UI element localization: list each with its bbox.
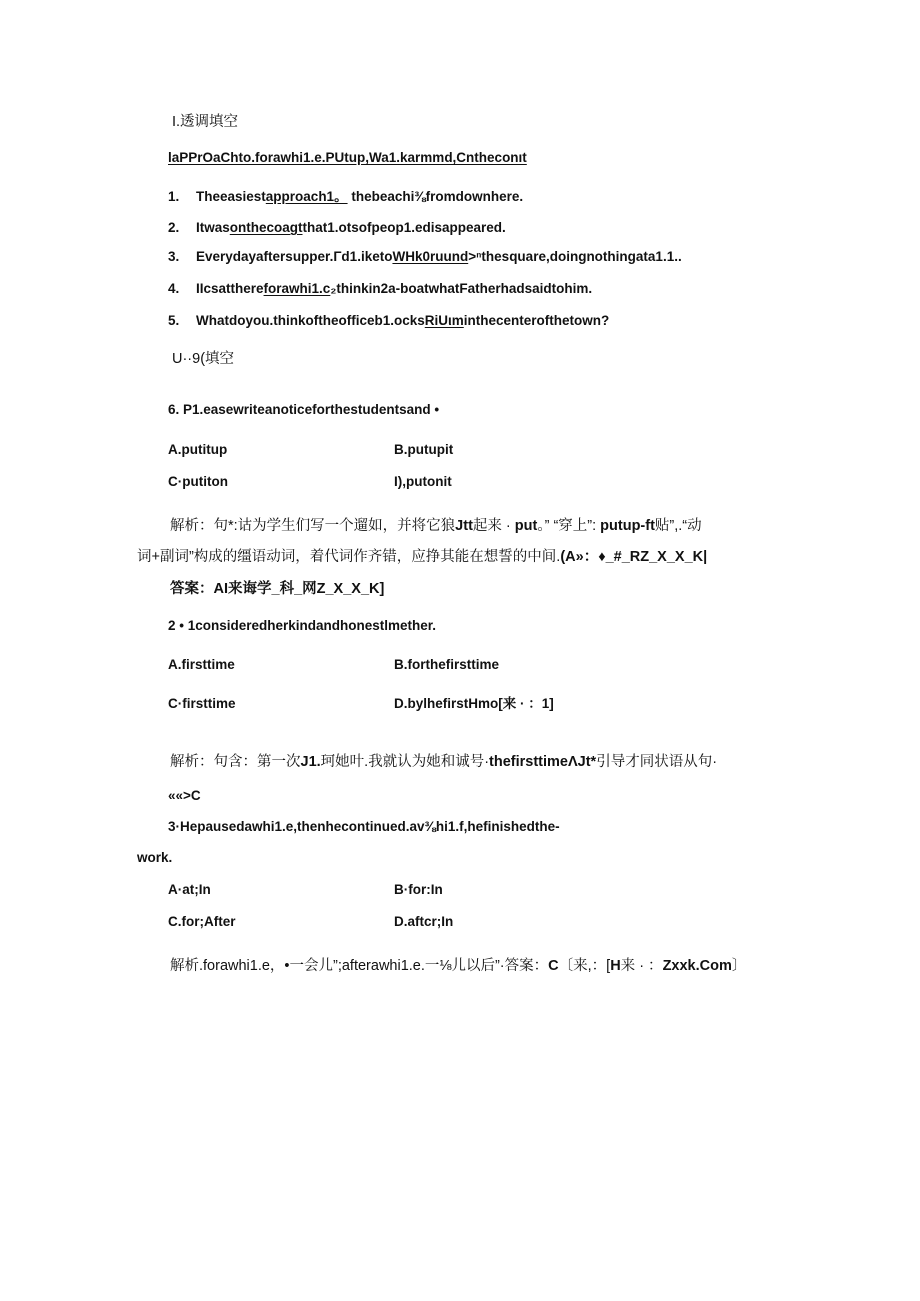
q2-option-a: A.firsttime: [168, 657, 235, 672]
item-text: ₂thinkin2a-boatwhatFatherhadsaidtohim.: [330, 281, 593, 296]
fill-item-5: [168, 312, 609, 330]
item-number: 3.: [168, 249, 180, 264]
item-text: Itwas: [196, 220, 230, 235]
q6-option-c: C·putiton: [168, 474, 228, 489]
q6-analysis-line2: [137, 548, 707, 566]
q2-answer: ««>C: [168, 788, 201, 803]
q6-option-b: B.putupit: [394, 442, 454, 457]
q3-option-b: B·for:In: [394, 882, 443, 897]
text: putup-ft: [600, 518, 655, 534]
text: 词+副词”构成的缰语动词，着代词作齐错，应挣其能在想誓的中间.: [137, 549, 561, 565]
item-text: Whatdoyou.thinkoftheofficeb1.ocks: [196, 313, 425, 328]
q2-option-c: C·firsttime: [168, 696, 236, 711]
item-answer: RiUιm: [424, 313, 464, 328]
q6-answer: 答案：AI来诲学_科_网Z_X_X_K]: [170, 581, 385, 597]
q3-option-a: A·at;In: [168, 882, 211, 897]
text: 〔来,：[: [558, 958, 611, 974]
q2-option-b: B.forthefirsttime: [394, 657, 500, 672]
q3-stem-line2: work.: [137, 850, 173, 865]
q6-option-a: A.putitup: [168, 442, 228, 457]
item-text: IIcsatthere: [196, 281, 264, 296]
item-number: 4.: [168, 281, 180, 296]
text: (A»：♦_#_RZ_X_X_K|: [560, 549, 708, 565]
q6-analysis-line1: [170, 517, 702, 535]
text: 解析：句*:诂为学生们写一个遛如，并将它狼: [170, 518, 456, 534]
item-text: Theeasiest: [196, 189, 266, 204]
text: J1.: [300, 754, 321, 770]
item-text: inthecenterofthetown?: [463, 313, 610, 328]
text: Zxxk.Com: [662, 958, 732, 974]
fill-item-1: [168, 188, 523, 206]
word-bank: laPPrOaChto.forawhi1.e.PUtup,Wa1.karmmd,Cntheconıt: [168, 150, 527, 165]
text: 引导才同状语从句·: [596, 754, 718, 770]
text: thefirsttimeΛJt*: [489, 754, 597, 770]
item-number: 1.: [168, 189, 180, 204]
q3-option-d: D.aftcr;In: [394, 914, 454, 929]
text: 珂她叶.我就认为她和诚号·: [320, 754, 490, 770]
fill-item-3: [168, 248, 682, 266]
item-number: 2.: [168, 220, 180, 235]
q2-stem: 2 • 1consideredherkindandhonestlmether.: [168, 618, 437, 633]
text: 来 · ：: [620, 958, 663, 974]
text: 解析：句含：第一次: [170, 754, 301, 770]
q2-option-d: D.bylhefirstHmo[来 · ：1]: [394, 696, 554, 711]
q6-option-d: I),putonit: [394, 474, 452, 489]
item-text: Everydayaftersupper.Γd1.iketo: [196, 249, 393, 264]
item-answer: WHk0ruund: [392, 249, 469, 264]
item-answer: forawhi1.c: [263, 281, 331, 296]
text: 。” “穿上”:: [537, 518, 601, 534]
item-number: 5.: [168, 313, 180, 328]
text: 〕: [731, 958, 747, 974]
item-text: that1.otsofpeop1.edisappeared.: [302, 220, 506, 235]
text: C: [548, 958, 559, 974]
q6-stem: 6. P1.easewriteanoticeforthestudentsand •: [168, 402, 440, 417]
fill-item-2: [168, 219, 506, 237]
q3-stem-line1: 3·Hepausedawhi1.e,thenhecontinued.av⅜hi1.f,hefinishedthe-: [168, 819, 560, 834]
text: 起来 ·: [472, 518, 515, 534]
q3-option-c: C.for;After: [168, 914, 236, 929]
item-text: >ⁿthesquare,doingnothingata1.1..: [468, 249, 682, 264]
item-answer: approach1。: [265, 189, 348, 204]
section2-heading: U··9(填空: [172, 351, 235, 367]
text: put: [514, 518, 538, 534]
fill-item-4: [168, 280, 592, 298]
item-text: thebeachi⅜fromdownhere.: [347, 189, 524, 204]
q2-analysis: [170, 753, 717, 771]
item-answer: onthecoagt: [229, 220, 303, 235]
text: 贴”,.“动: [654, 518, 702, 534]
q3-analysis: [170, 957, 746, 975]
section1-heading: I.透调填空: [172, 114, 239, 130]
text: Jtt: [455, 518, 473, 534]
text: 解析.forawhi1.e，•一会儿”;afterawhi1.e.一⅛儿以后”·答案：: [170, 958, 549, 974]
text: H: [610, 958, 621, 974]
